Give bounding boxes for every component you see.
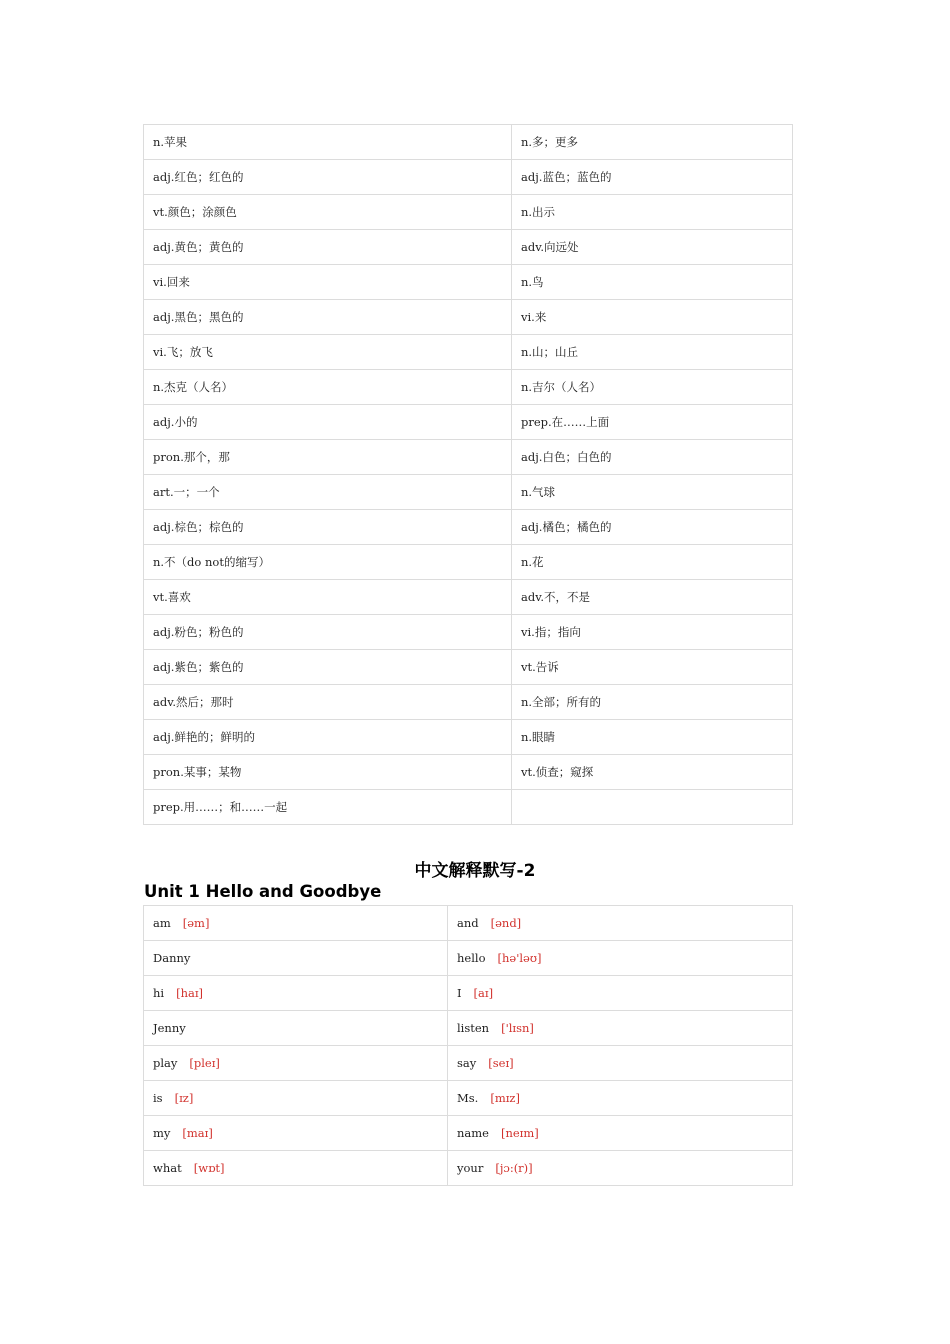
meaning-cell-right: n.花 [512,545,793,580]
phonetic-text: [pleɪ] [189,1056,220,1070]
word-cell-right [448,1081,793,1116]
word-cell-left [144,976,448,1011]
phonetic-text: [wɒt] [193,1161,225,1175]
meaning-cell-right: n.眼睛 [512,720,793,755]
phonetic-text: [ənd] [490,916,522,930]
phonetic-text: [əm] [182,916,210,930]
table-row [144,941,793,976]
word-text: hi [153,986,165,1000]
word-cell-left [144,1151,448,1186]
meaning-cell-left: vt.颜色；涂颜色 [144,195,512,230]
word-cell-left [144,1046,448,1081]
meaning-cell-left: n.苹果 [144,125,512,160]
meaning-cell-right: adj.蓝色；蓝色的 [512,160,793,195]
word-text: name [457,1126,489,1140]
word-text: my [153,1126,171,1140]
table-row [144,720,793,755]
meaning-cell-left: vi.飞；放飞 [144,335,512,370]
phonetic-text: [ɪz] [174,1091,194,1105]
word-text: Danny [153,951,191,965]
phonetic-text: [haɪ] [176,986,204,1000]
table-row [144,615,793,650]
table-row [144,906,793,941]
meaning-cell-left: adv.然后；那时 [144,685,512,720]
word-cell-left [144,1116,448,1151]
meaning-cell-right: n.鸟 [512,265,793,300]
meaning-cell-right: prep.在……上面 [512,405,793,440]
meaning-cell-left: vi.回来 [144,265,512,300]
table-row [144,1116,793,1151]
word-text: play [153,1056,178,1070]
meaning-cell-left: adj.黄色；黄色的 [144,230,512,265]
word-text: what [153,1161,182,1175]
meaning-cell-right: n.出示 [512,195,793,230]
vocab-meaning-table [143,124,793,825]
meaning-cell-left: adj.黑色；黑色的 [144,300,512,335]
table-row [144,300,793,335]
table-row [144,335,793,370]
table-row [144,265,793,300]
word-cell-right [448,1116,793,1151]
table-row [144,125,793,160]
table-row [144,475,793,510]
table-row [144,685,793,720]
word-cell-right [448,1151,793,1186]
meaning-cell-right: vt.告诉 [512,650,793,685]
word-text: listen [457,1021,490,1035]
table-row [144,1011,793,1046]
phonetic-text: [jɔ:(r)] [495,1161,533,1175]
table-row [144,230,793,265]
meaning-cell-left: pron.那个，那 [144,440,512,475]
word-cell-left [144,941,448,976]
meaning-cell-right: vt.侦查；窥探 [512,755,793,790]
meaning-cell-right: adv.向远处 [512,230,793,265]
section-title: 中文解释默写-2 [414,861,536,881]
meaning-cell-left: adj.棕色；棕色的 [144,510,512,545]
phonetic-text: ['lɪsn] [501,1021,534,1035]
word-cell-right [448,1011,793,1046]
meaning-cell-right: n.多；更多 [512,125,793,160]
table-row [144,1151,793,1186]
word-cell-right [448,976,793,1011]
phonetic-text: [mɪz] [490,1091,520,1105]
meaning-cell-right: adj.白色；白色的 [512,440,793,475]
meaning-cell-right: n.全部；所有的 [512,685,793,720]
meaning-cell-right: vi.指；指向 [512,615,793,650]
unit-title: Unit 1 Hello and Goodbye [144,882,382,901]
phonetic-text: [hə'ləʊ] [497,951,542,965]
meaning-cell-right: n.吉尔（人名） [512,370,793,405]
meaning-cell-left: adj.红色；红色的 [144,160,512,195]
meaning-cell-right [512,790,793,825]
word-cell-right [448,1046,793,1081]
meaning-cell-left: art.一；一个 [144,475,512,510]
meaning-cell-right: vi.来 [512,300,793,335]
meaning-cell-left: pron.某事；某物 [144,755,512,790]
table-row [144,510,793,545]
word-text: Ms. [457,1091,479,1105]
table-row [144,755,793,790]
phonetic-text: [aɪ] [473,986,494,1000]
table-row [144,545,793,580]
meaning-cell-left: vt.喜欢 [144,580,512,615]
word-cell-left [144,1011,448,1046]
meaning-cell-left: n.杰克（人名） [144,370,512,405]
word-cell-right [448,906,793,941]
word-cell-left [144,1081,448,1116]
table-row [144,160,793,195]
meaning-cell-left: n.不（do not的缩写） [144,545,512,580]
phonetic-text: [seɪ] [488,1056,514,1070]
table-row [144,370,793,405]
word-text: am [153,916,171,930]
table-row [144,650,793,685]
table-row [144,1081,793,1116]
table-row [144,405,793,440]
table-row [144,976,793,1011]
meaning-cell-left: adj.小的 [144,405,512,440]
meaning-cell-right: adv.不，不是 [512,580,793,615]
meaning-cell-left: prep.用……；和……一起 [144,790,512,825]
vocab-word-table [143,905,793,1186]
table-row [144,195,793,230]
meaning-cell-right: n.气球 [512,475,793,510]
word-text: I [457,986,462,1000]
word-text: Jenny [153,1021,186,1035]
table-row [144,1046,793,1081]
phonetic-text: [neɪm] [500,1126,539,1140]
meaning-cell-left: adj.紫色；紫色的 [144,650,512,685]
table-row [144,790,793,825]
phonetic-text: [maɪ] [182,1126,213,1140]
word-cell-right [448,941,793,976]
meaning-cell-right: n.山；山丘 [512,335,793,370]
table-row [144,440,793,475]
meaning-cell-right: adj.橘色；橘色的 [512,510,793,545]
word-cell-left [144,906,448,941]
word-text: your [457,1161,484,1175]
meaning-cell-left: adj.鲜艳的；鲜明的 [144,720,512,755]
word-text: is [153,1091,163,1105]
word-text: say [457,1056,477,1070]
table-row [144,580,793,615]
meaning-cell-left: adj.粉色；粉色的 [144,615,512,650]
word-text: and [457,916,479,930]
word-text: hello [457,951,486,965]
